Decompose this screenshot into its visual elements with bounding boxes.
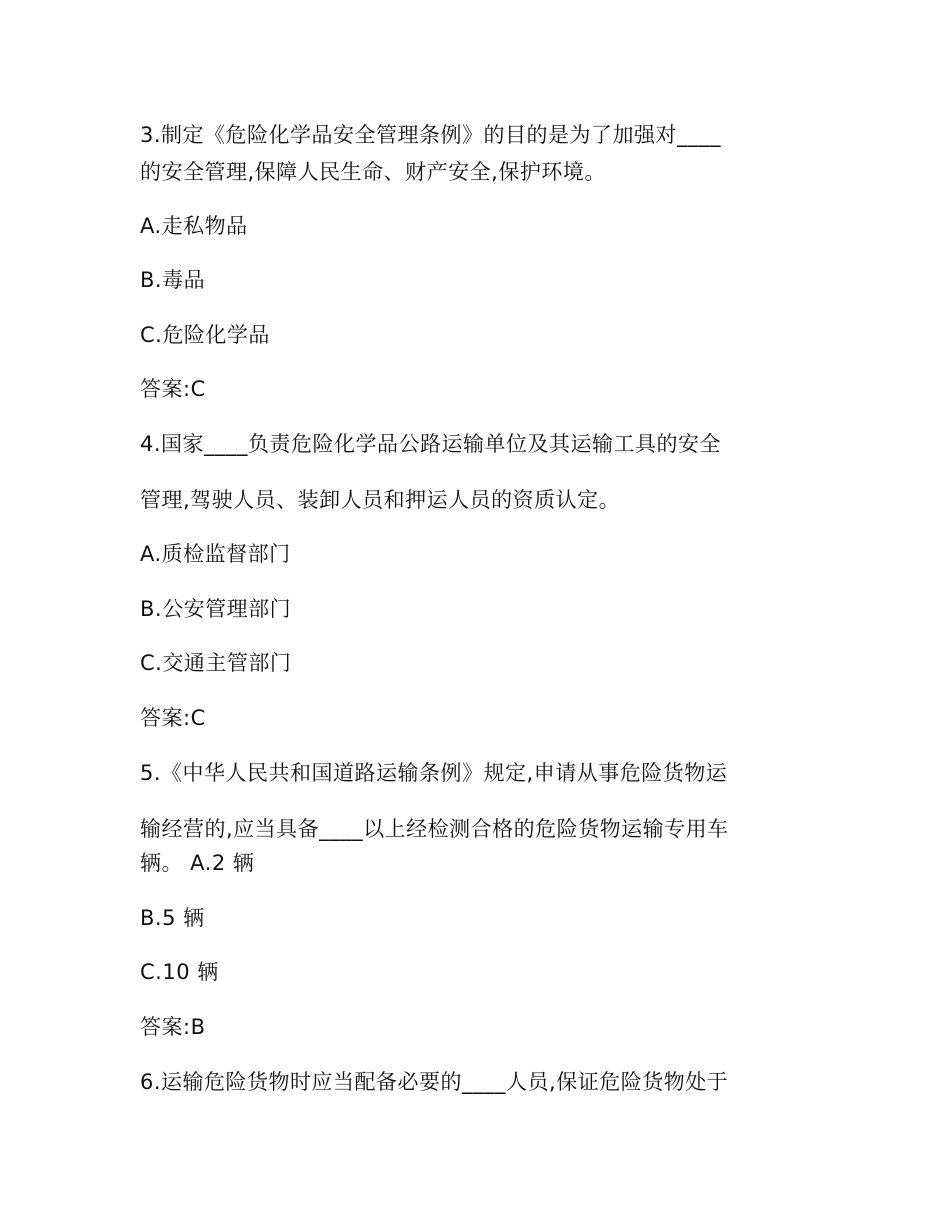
question-5-option-c: C.10 辆 <box>140 960 219 984</box>
question-6-text-line-1: 6.运输危险货物时应当配备必要的____人员,保证危险货物处于 <box>140 1070 729 1094</box>
question-5-text-line-1: 5.《中华人民共和国道路运输条例》规定,申请从事危险货物运 <box>140 761 728 785</box>
question-4-option-c: C.交通主管部门 <box>140 651 292 675</box>
question-5-text-line-3: 辆。 A.2 辆 <box>140 851 255 875</box>
question-3-option-c: C.危险化学品 <box>140 323 270 347</box>
question-4-text-line-2: 管理,驾驶人员、装卸人员和押运人员的资质认定。 <box>140 488 621 512</box>
question-5-text-line-2: 输经营的,应当具备____以上经检测合格的危险货物运输专用车 <box>140 817 729 841</box>
question-3-text-line-2: 的安全管理,保障人民生命、财产安全,保护环境。 <box>140 160 606 184</box>
question-4-answer: 答案:C <box>140 706 206 730</box>
question-4-text-line-1: 4.国家____负责危险化学品公路运输单位及其运输工具的安全 <box>140 432 722 456</box>
question-3-option-b: B.毒品 <box>140 268 206 292</box>
question-4-option-b: B.公安管理部门 <box>140 597 292 621</box>
question-5-option-b: B.5 辆 <box>140 906 205 930</box>
question-3-text-line-1: 3.制定《危险化学品安全管理条例》的目的是为了加强对____ <box>140 123 722 147</box>
question-5-answer: 答案:B <box>140 1015 206 1039</box>
question-3-option-a: A.走私物品 <box>140 214 248 238</box>
question-4-option-a: A.质检监督部门 <box>140 542 291 566</box>
question-3-answer: 答案:C <box>140 377 206 401</box>
